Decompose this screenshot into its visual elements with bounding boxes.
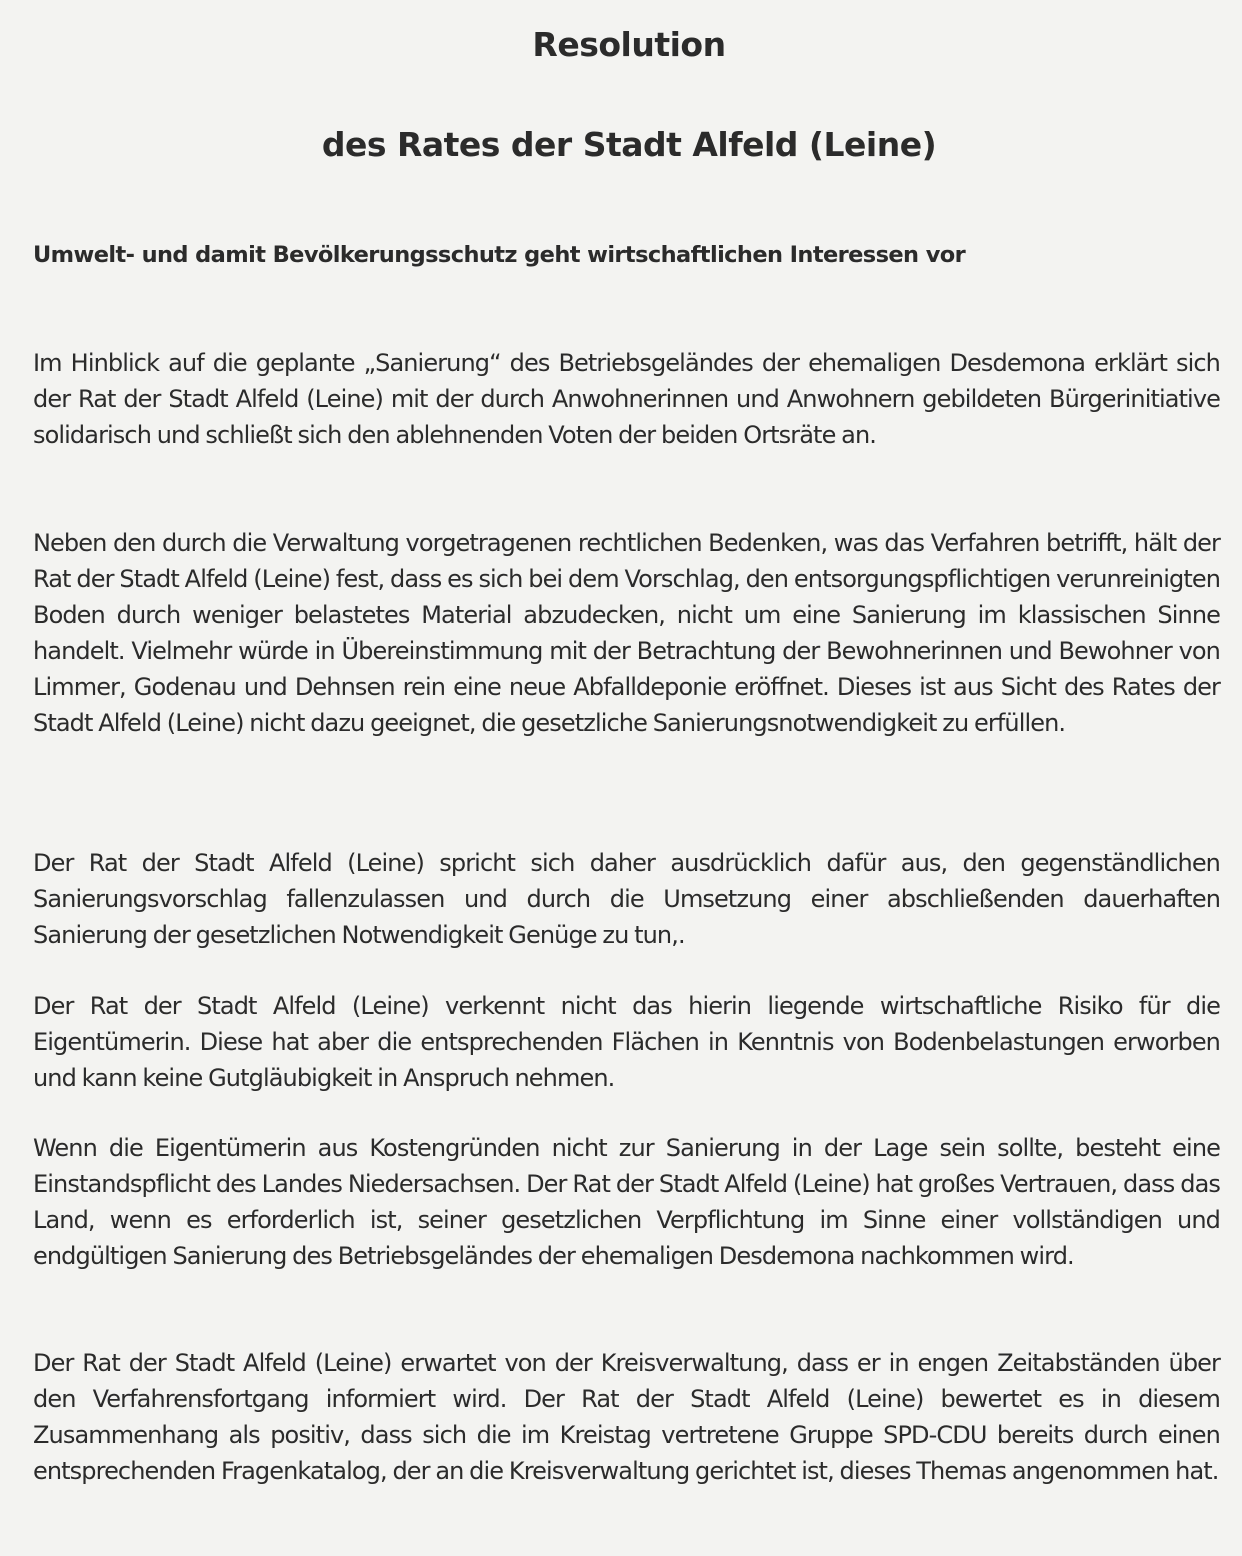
paragraph-5: Wenn die Eigentümerin aus Kostengründen nicht zur Sanierung in der Lage sein sollte, besteht eine Einstandspflicht des Landes Niedersachsen. Der Rat der Stadt Alfeld (Leine) hat großes Vertrauen, dass das Land, wenn es erforderlich ist, seiner gesetzlichen Verpflichtung im Sinne einer vollständigen und endgültigen Sanierung des Betriebsgeländes der ehemaligen Desdemona nachkommen wird. xyxy=(33,1134,1220,1270)
paragraph-1: Im Hinblick auf die geplante „Sanierung“ des Betriebsgeländes der ehemaligen Desdemona erklärt sich der Rat der Stadt Alfeld (Leine) mit der durch Anwohnerinnen und Anwohnern gebildeten Bürgerinitiative solidarisch und schließt sich den ablehnenden Voten der beiden Ortsräte an. xyxy=(33,349,1220,449)
paragraph-2: Neben den durch die Verwaltung vorgetragenen rechtlichen Bedenken, was das Verfahren betrifft, hält der Rat der Stadt Alfeld (Leine) fest, dass es sich bei dem Vorschlag, den entsorgungspflichtigen verunreinigten Boden durch weniger belastetes Material abzudecken, nicht um eine Sanierung im klassischen Sinne handelt. Vielmehr würde in Übereinstimmung mit der Betrachtung der Bewohnerinnen und Bewohner von Limmer, Godenau und Dehnsen rein eine neue Abfalldeponie eröffnet. Dieses ist aus Sicht des Rates der Stadt Alfeld (Leine) nicht dazu geeignet, die gesetzliche Sanierungsnotwendigkeit zu erfüllen. xyxy=(33,529,1220,737)
document-title-line2: des Rates der Stadt Alfeld (Leine) xyxy=(321,125,937,164)
paragraph-3: Der Rat der Stadt Alfeld (Leine) spricht sich daher ausdrücklich dafür aus, den gegenständlichen Sanierungsvorschlag fallenzulassen und durch die Umsetzung einer abschließenden dauerhaften Sanierung der gesetzlichen Notwendigkeit Genüge zu tun,. xyxy=(33,849,1220,949)
document-subtitle: Umwelt- und damit Bevölkerungsschutz geht wirtschaftlichen Interessen vor xyxy=(33,242,966,268)
paragraph-4: Der Rat der Stadt Alfeld (Leine) verkennt nicht das hierin liegende wirtschaftliche Risiko für die Eigentümerin. Diese hat aber die entsprechenden Flächen in Kenntnis von Bodenbelastungen erworben und kann keine Gutgläubigkeit in Anspruch nehmen. xyxy=(33,992,1220,1092)
paragraph-6: Der Rat der Stadt Alfeld (Leine) erwartet von der Kreisverwaltung, dass er in engen Zeitabständen über den Verfahrensfortgang informiert wird. Der Rat der Stadt Alfeld (Leine) bewertet es in diesem Zusammenhang als positiv, dass sich die im Kreistag vertretene Gruppe SPD-CDU bereits durch einen entsprechenden Fragenkatalog, der an die Kreisverwaltung gerichtet ist, dieses Themas angenommen hat. xyxy=(33,1349,1220,1485)
document-title: Resolution xyxy=(532,25,726,64)
